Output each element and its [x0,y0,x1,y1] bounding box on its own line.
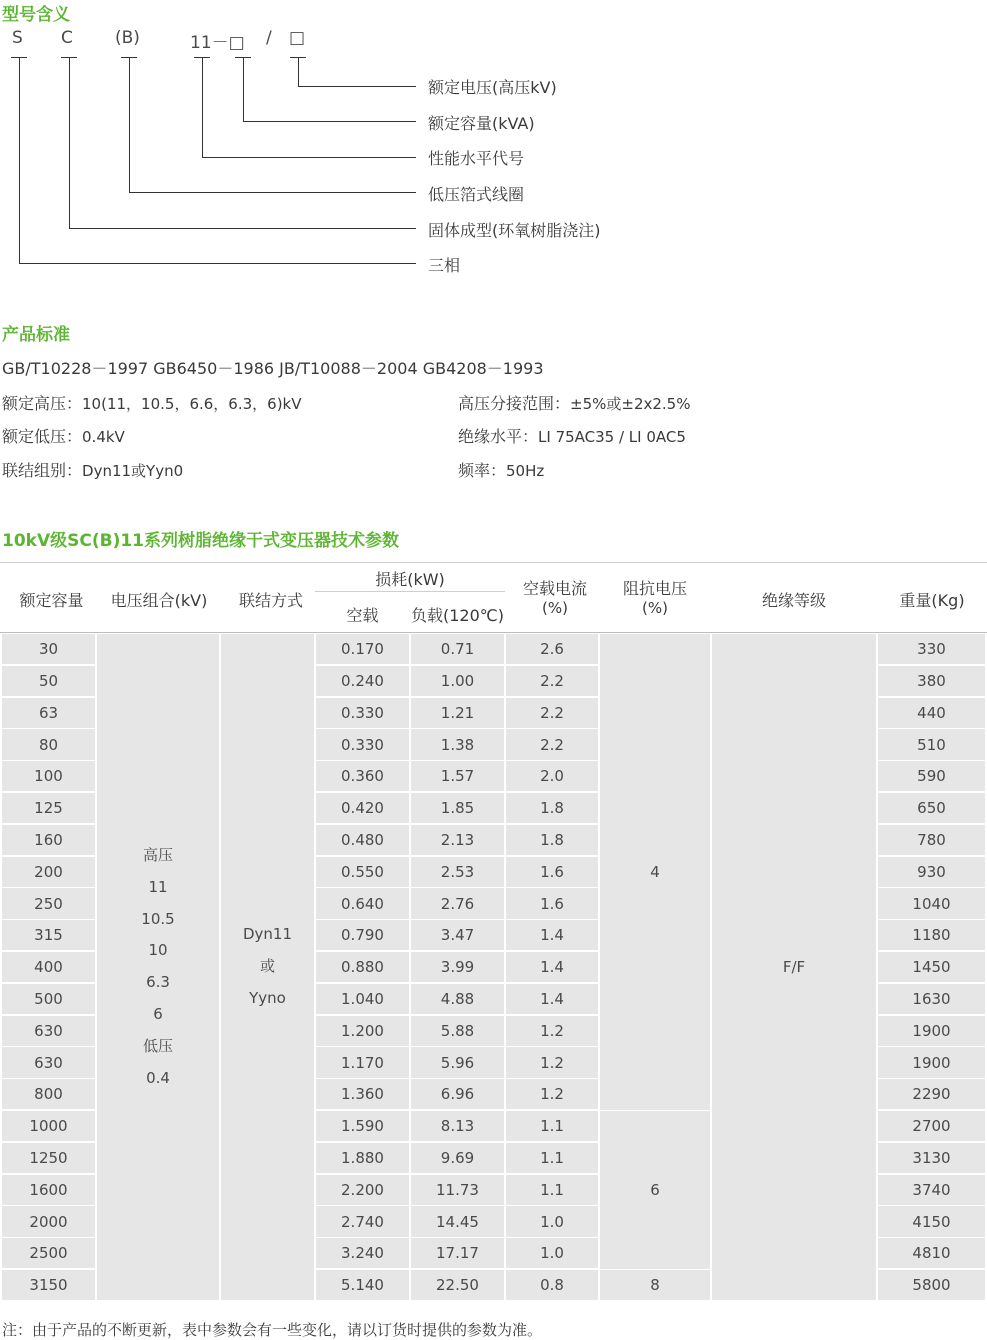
capacity-cell: 50 [2,666,95,696]
weight-cell: 1450 [878,952,985,982]
voltage-combination-cell-line: 11 [148,877,168,896]
noload-current-cell: 2.2 [506,698,598,728]
load-loss-cell: 1.00 [411,666,504,696]
noload-loss-cell: 0.790 [316,920,409,950]
noload-current-cell: 1.1 [506,1143,598,1173]
load-loss-cell: 1.38 [411,729,504,759]
header-current-line2: (%) [542,599,568,617]
noload-current-cell: 1.4 [506,920,598,950]
code-11: 11－□ [190,33,245,53]
noload-loss-cell: 2.740 [316,1206,409,1236]
voltage-combination-cell-line: 6 [153,1004,163,1023]
desc-foil-coil: 低压箔式线圈 [428,185,525,204]
noload-loss-cell: 1.360 [316,1079,409,1109]
noload-current-cell: 1.4 [506,984,598,1014]
noload-loss-cell: 0.550 [316,857,409,887]
noload-current-cell: 1.0 [506,1206,598,1236]
capacity-cell: 100 [2,761,95,791]
spec-value: ±5%或±2x2.5% [570,395,691,413]
standards-list: GB/T10228－1997 GB6450－1986 JB/T10088－2004 GB4208－1993 [2,359,544,378]
weight-cell: 330 [878,634,985,664]
capacity-cell: 2500 [2,1238,95,1268]
weight-cell: 380 [878,666,985,696]
impedance-voltage-cell: 4 [600,634,710,1110]
spec-value: 0.4kV [82,428,125,446]
capacity-cell: 30 [2,634,95,664]
voltage-combination-cell [97,634,219,1300]
noload-loss-cell: 5.140 [316,1270,409,1300]
load-loss-cell: 5.88 [411,1016,504,1046]
noload-current-cell: 2.6 [506,634,598,664]
load-loss-cell: 9.69 [411,1143,504,1173]
spec-label: 额定低压： [2,427,83,446]
spec-value: 10(11，10.5，6.6，6.3，6)kV [82,395,302,413]
voltage-combination-cell-line: 高压 [142,845,173,864]
noload-loss-cell: 0.420 [316,793,409,823]
capacity-cell: 630 [2,1016,95,1046]
load-loss-cell: 3.47 [411,920,504,950]
header-noload: 空载 [346,606,379,625]
noload-loss-cell: 0.640 [316,888,409,918]
connection-method-cell-line: Dyn11 [242,925,293,944]
impedance-voltage-cell: 6 [600,1111,710,1269]
noload-current-cell: 0.8 [506,1270,598,1300]
load-loss-cell: 2.13 [411,825,504,855]
header-current-line1: 空载电流 [522,579,587,598]
weight-cell: 780 [878,825,985,855]
weight-cell: 4810 [878,1238,985,1268]
connection-method-cell-line: 或 [259,957,275,976]
capacity-cell: 3150 [2,1270,95,1300]
header-capacity: 额定容量 [19,591,84,610]
capacity-cell: 315 [2,920,95,950]
spec-insulation-level [458,424,686,447]
noload-current-cell: 1.2 [506,1079,598,1109]
noload-loss-cell: 3.240 [316,1238,409,1268]
impedance-voltage-cell: 8 [600,1270,710,1300]
weight-cell: 510 [878,729,985,759]
desc-rated-capacity: 额定容量(kVA) [428,114,535,133]
header-impedance-line1: 阻抗电压 [622,579,687,598]
noload-loss-cell: 0.330 [316,729,409,759]
voltage-combination-cell-line: 低压 [142,1036,173,1055]
load-loss-cell: 1.85 [411,793,504,823]
capacity-cell: 250 [2,888,95,918]
spec-label: 额定高压： [2,394,83,413]
connection-method-cell [221,634,314,1300]
noload-current-cell: 1.2 [506,1016,598,1046]
capacity-cell: 500 [2,984,95,1014]
weight-cell: 1900 [878,1047,985,1077]
noload-current-cell: 2.0 [506,761,598,791]
spec-label: 高压分接范围： [458,394,571,413]
noload-loss-cell: 1.880 [316,1143,409,1173]
spec-tap-range [458,391,690,414]
capacity-cell: 400 [2,952,95,982]
voltage-combination-cell-line: 10 [148,941,168,960]
spec-value: Dyn11或Yyn0 [82,462,184,480]
weight-cell: 4150 [878,1206,985,1236]
weight-cell: 440 [878,698,985,728]
noload-current-cell: 1.1 [506,1111,598,1141]
load-loss-cell: 5.96 [411,1047,504,1077]
capacity-cell: 1000 [2,1111,95,1141]
spec-frequency [458,458,544,481]
load-loss-cell: 4.88 [411,984,504,1014]
weight-cell: 1630 [878,984,985,1014]
noload-current-cell: 1.6 [506,857,598,887]
footnote: 注：由于产品的不断更新，表中参数会有一些变化，请以订货时提供的参数为准。 [2,1321,543,1339]
noload-current-cell: 1.4 [506,952,598,982]
header-bottom-border [0,632,987,633]
noload-current-cell: 1.6 [506,888,598,918]
spec-rated-hv [2,391,302,414]
voltage-combination-cell-line: 0.4 [146,1068,170,1087]
spec-label: 联结组别： [2,461,83,480]
noload-current-cell: 2.2 [506,729,598,759]
weight-cell: 5800 [878,1270,985,1300]
noload-current-cell: 1.0 [506,1238,598,1268]
weight-cell: 1900 [878,1016,985,1046]
noload-loss-cell: 1.040 [316,984,409,1014]
load-loss-cell: 1.57 [411,761,504,791]
noload-current-cell: 1.2 [506,1047,598,1077]
code-slash: / [266,28,272,48]
connection-method-cell-line: Yyno [249,989,286,1008]
capacity-cell: 1250 [2,1143,95,1173]
noload-current-cell: 1.8 [506,793,598,823]
weight-cell: 1040 [878,888,985,918]
noload-loss-cell: 1.200 [316,1016,409,1046]
table-top-border [0,562,987,563]
noload-loss-cell: 0.880 [316,952,409,982]
noload-loss-cell: 0.360 [316,761,409,791]
code-s: S [12,28,23,48]
code-c: C [61,28,73,48]
load-loss-cell: 0.71 [411,634,504,664]
header-connection: 联结方式 [238,591,303,610]
insulation-class-cell: F/F [712,634,876,1300]
weight-cell: 3740 [878,1175,985,1205]
weight-cell: 2290 [878,1079,985,1109]
load-loss-cell: 17.17 [411,1238,504,1268]
noload-loss-cell: 0.170 [316,634,409,664]
header-voltage: 电压组合(kV) [110,591,208,610]
noload-current-cell: 2.2 [506,666,598,696]
spec-value: LI 75AC35 / LI 0AC5 [538,428,686,446]
desc-performance-code: 性能水平代号 [428,149,525,168]
noload-loss-cell: 0.330 [316,698,409,728]
header-impedance [605,576,705,617]
header-load: 负载(120℃) [411,606,504,625]
capacity-cell: 63 [2,698,95,728]
noload-loss-cell: 0.480 [316,825,409,855]
load-loss-cell: 22.50 [411,1270,504,1300]
header-current [505,576,605,617]
weight-cell: 650 [878,793,985,823]
load-loss-cell: 8.13 [411,1111,504,1141]
desc-rated-voltage: 额定电压(高压kV) [428,78,557,97]
capacity-cell: 80 [2,729,95,759]
load-loss-cell: 14.45 [411,1206,504,1236]
header-loss: 损耗(kW) [375,570,445,589]
desc-three-phase: 三相 [428,256,461,275]
spec-label: 频率： [458,461,507,480]
load-loss-cell: 3.99 [411,952,504,982]
weight-cell: 1180 [878,920,985,950]
weight-cell: 3130 [878,1143,985,1173]
load-loss-cell: 2.76 [411,888,504,918]
capacity-cell: 800 [2,1079,95,1109]
load-loss-cell: 11.73 [411,1175,504,1205]
capacity-cell: 160 [2,825,95,855]
code-b: (B) [115,28,140,48]
noload-current-cell: 1.8 [506,825,598,855]
noload-loss-cell: 1.170 [316,1047,409,1077]
desc-cast-resin: 固体成型(环氧树脂浇注) [428,221,601,240]
weight-cell: 930 [878,857,985,887]
load-loss-cell: 2.53 [411,857,504,887]
capacity-cell: 200 [2,857,95,887]
weight-cell: 590 [878,761,985,791]
noload-loss-cell: 2.200 [316,1175,409,1205]
load-loss-cell: 6.96 [411,1079,504,1109]
header-insulation: 绝缘等级 [761,591,826,610]
model-meaning-title: 型号含义 [2,5,70,25]
spec-value: 50Hz [506,462,545,480]
capacity-cell: 2000 [2,1206,95,1236]
voltage-combination-cell-line: 10.5 [141,909,175,928]
header-loss-divider [315,591,505,592]
noload-current-cell: 1.1 [506,1175,598,1205]
noload-loss-cell: 1.590 [316,1111,409,1141]
voltage-combination-cell-line: 6.3 [146,973,170,992]
weight-cell: 2700 [878,1111,985,1141]
capacity-cell: 125 [2,793,95,823]
tech-params-title: 10kV级SC(B)11系列树脂绝缘干式变压器技术参数 [2,531,399,551]
header-weight: 重量(Kg) [899,591,965,610]
header-impedance-line2: (%) [642,599,668,617]
spec-rated-lv [2,424,125,447]
capacity-cell: 1600 [2,1175,95,1205]
load-loss-cell: 1.21 [411,698,504,728]
spec-vector-group [2,458,183,481]
product-standard-title: 产品标准 [2,325,70,345]
code-box: □ [289,28,306,48]
capacity-cell: 630 [2,1047,95,1077]
noload-loss-cell: 0.240 [316,666,409,696]
spec-label: 绝缘水平： [458,427,539,446]
